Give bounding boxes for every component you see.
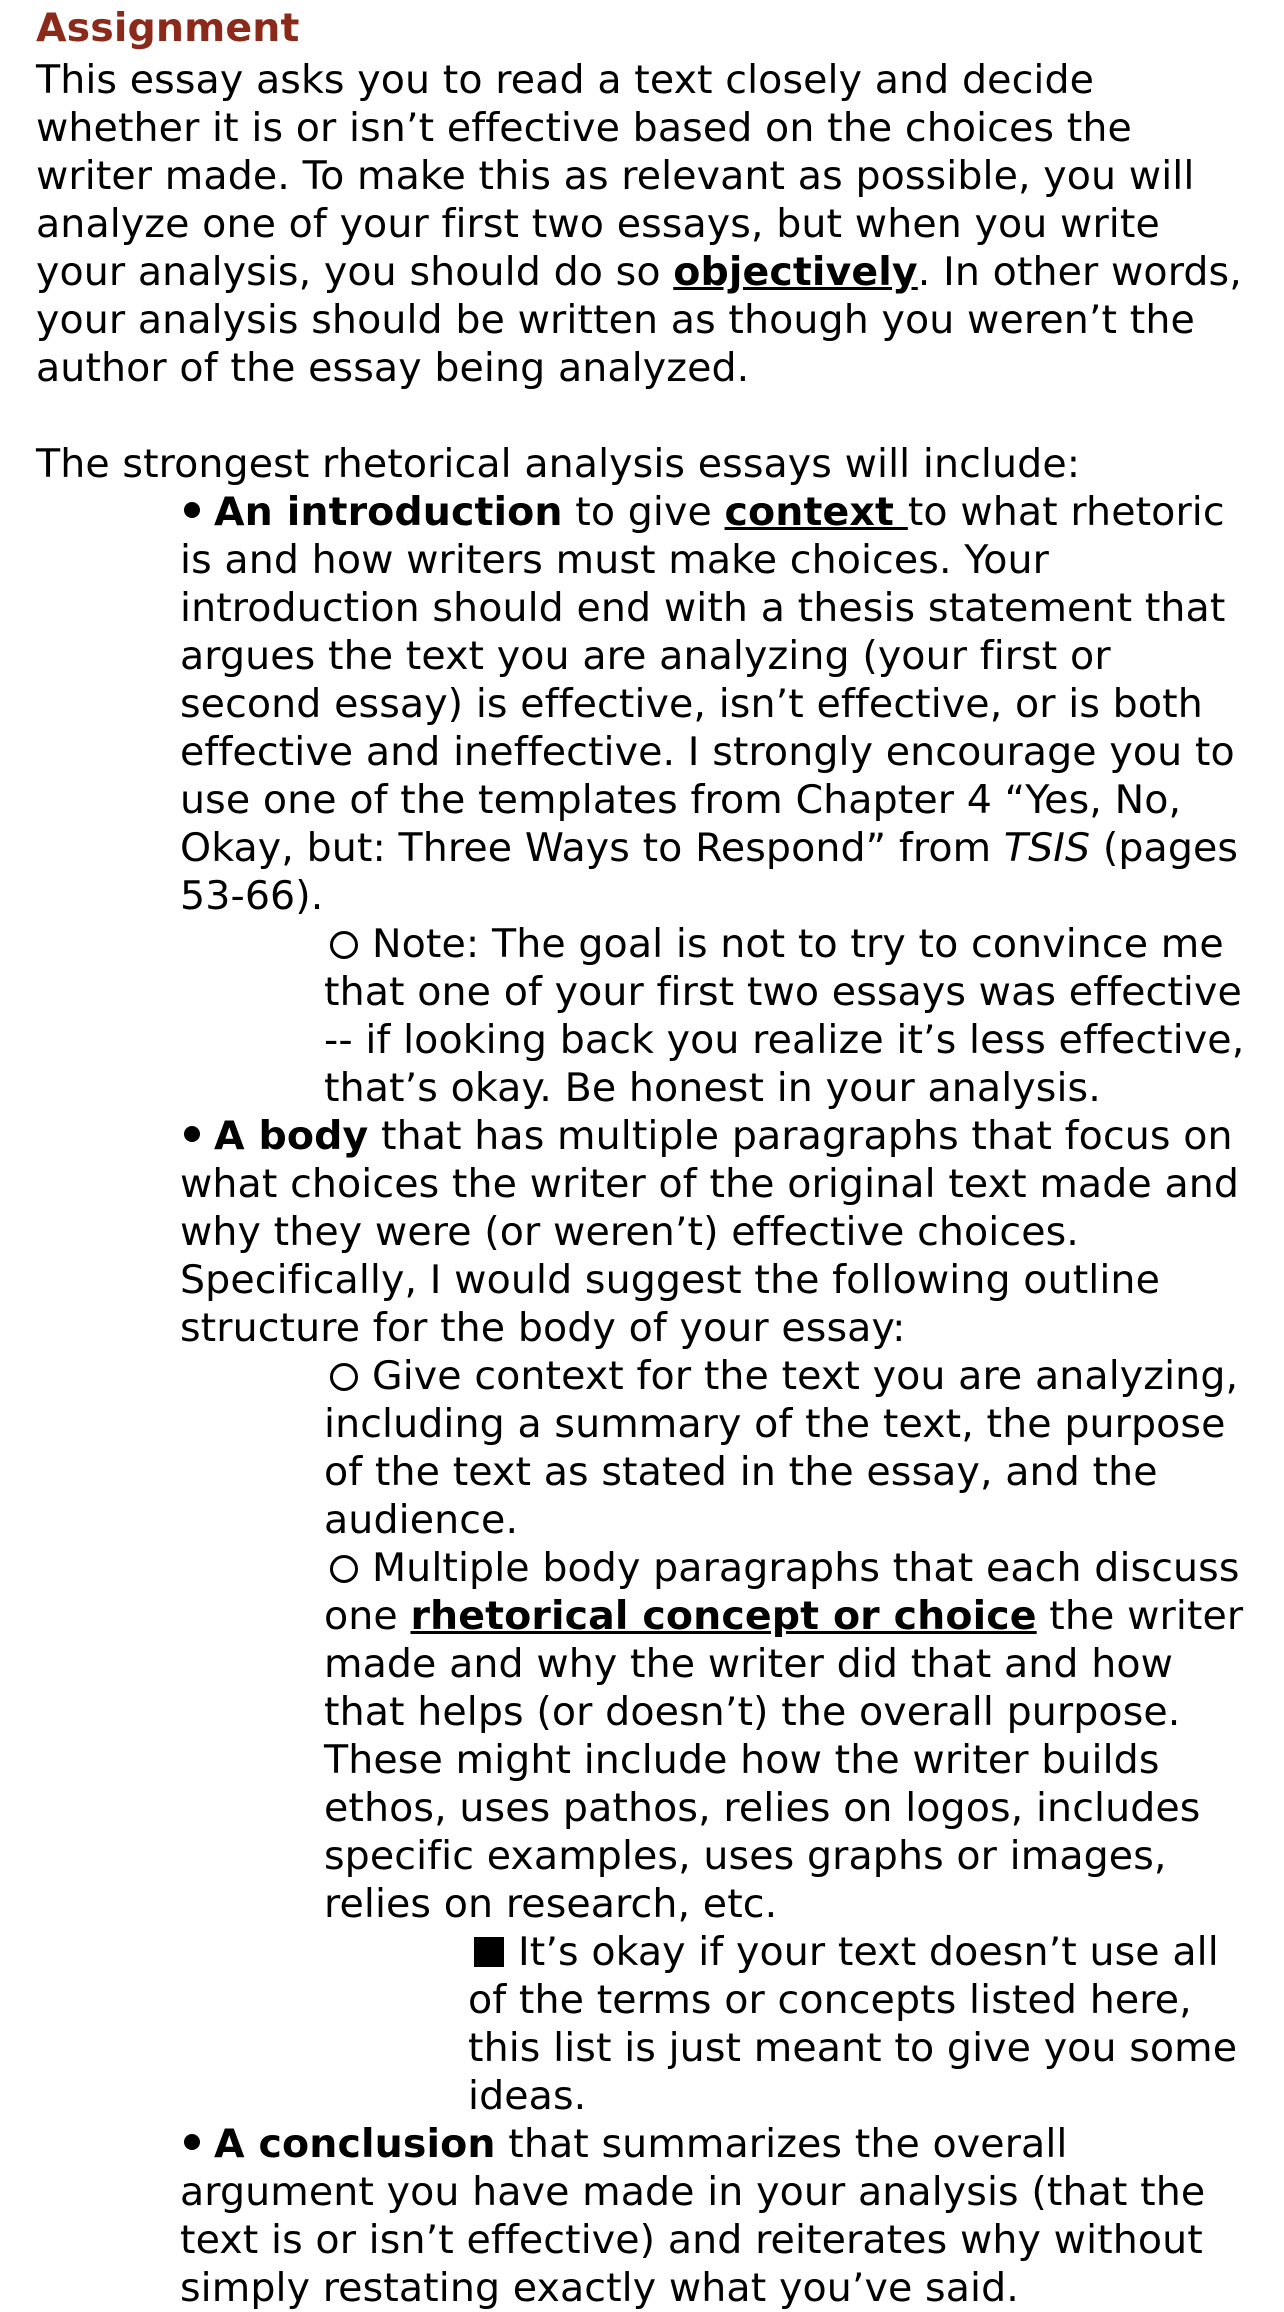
objectively-emphasis: objectively — [673, 249, 918, 295]
paragraph-spacer — [36, 392, 1256, 440]
sub-item-paragraphs-text-2: the writer made and why the writer did that and how that helps (or doesn’t) the overall purpose. These might include how the writer builds ethos, uses pathos, relies on logos, includes specific examples, uses graphs or images, relies on research, etc. — [324, 1593, 1244, 1927]
context-emphasis: context — [724, 489, 908, 535]
book-title: TSIS — [1003, 825, 1091, 871]
filled-square-bullet-icon — [474, 1937, 504, 1967]
sub-item-paragraphs-text-1: Multiple body paragraphs that each discuss one — [324, 1545, 1240, 1639]
body-text: that has multiple paragraphs that focus on what choices the writer of the original text made and why they were (or weren’t) effective choices. Specifically, I would suggest the following outline structure for the body of your essay: — [180, 1113, 1240, 1351]
conclusion-label: A conclusion — [214, 2121, 496, 2167]
body-sub-item-paragraphs — [324, 1544, 1256, 1928]
body-sub-sub-item — [468, 1928, 1256, 2120]
bullet-introduction — [180, 488, 1256, 920]
sub-item-context-text: Give context for the text you are analyzing, including a summary of the text, the purpose of the text as stated in the essay, and the audience. — [324, 1353, 1239, 1543]
note-text: Note: The goal is not to try to convince me that one of your first two essays was effective -- if looking back you realize it’s less effective, that’s okay. Be honest in your analysis. — [324, 921, 1245, 1111]
introduction-label: An introduction — [214, 489, 563, 535]
bullet-body — [180, 1112, 1256, 1352]
assignment-heading: Assignment — [36, 5, 300, 51]
conclusion-text: that summarizes the overall argument you have made in your analysis (that the text is or isn’t effective) and reiterates why without simply restating exactly what you’ve said. — [180, 2121, 1206, 2311]
assignment-document — [36, 0, 1256, 2312]
intro-paragraph — [36, 56, 1256, 392]
body-label: A body — [214, 1113, 369, 1159]
sub-sub-item-text: It’s okay if your text doesn’t use all of the terms or concepts listed here, this list is just meant to give you some ideas. — [468, 1929, 1238, 2119]
body-sub-item-context — [324, 1352, 1256, 1544]
filled-dot-bullet-icon — [184, 2134, 200, 2150]
filled-dot-bullet-icon — [184, 502, 200, 518]
rhetorical-concept-emphasis: rhetorical concept or choice — [410, 1593, 1037, 1639]
hollow-circle-bullet-icon — [330, 1363, 358, 1391]
introduction-text-3: (pages 53-66). — [180, 825, 1239, 919]
filled-dot-bullet-icon — [184, 1126, 200, 1142]
introduction-note — [324, 920, 1256, 1112]
intro-text-2: . In other words, your analysis should be written as though you weren’t the author of the essay being analyzed. — [36, 249, 1242, 391]
hollow-circle-bullet-icon — [330, 931, 358, 959]
bullet-conclusion — [180, 2120, 1256, 2312]
hollow-circle-bullet-icon — [330, 1555, 358, 1583]
introduction-text-2: to what rhetoric is and how writers must make choices. Your introduction should end with a thesis statement that argues the text you are analyzing (your first or second essay) is effective, isn’t effective, or is both effective and ineffective. I strongly encourage you to use one of the templates from Chapter 4 “Yes, No, Okay, but: Three Ways to Respond” from — [180, 489, 1235, 871]
intro-text-1: This essay asks you to read a text closely and decide whether it is or isn’t effective based on the choices the writer made. To make this as relevant as possible, you will analyze one of your first two essays, but when you write your analysis, you should do so — [36, 57, 1195, 295]
introduction-text-1: to give — [562, 489, 725, 535]
list-lead-in: The strongest rhetorical analysis essays will include: — [36, 441, 1081, 487]
